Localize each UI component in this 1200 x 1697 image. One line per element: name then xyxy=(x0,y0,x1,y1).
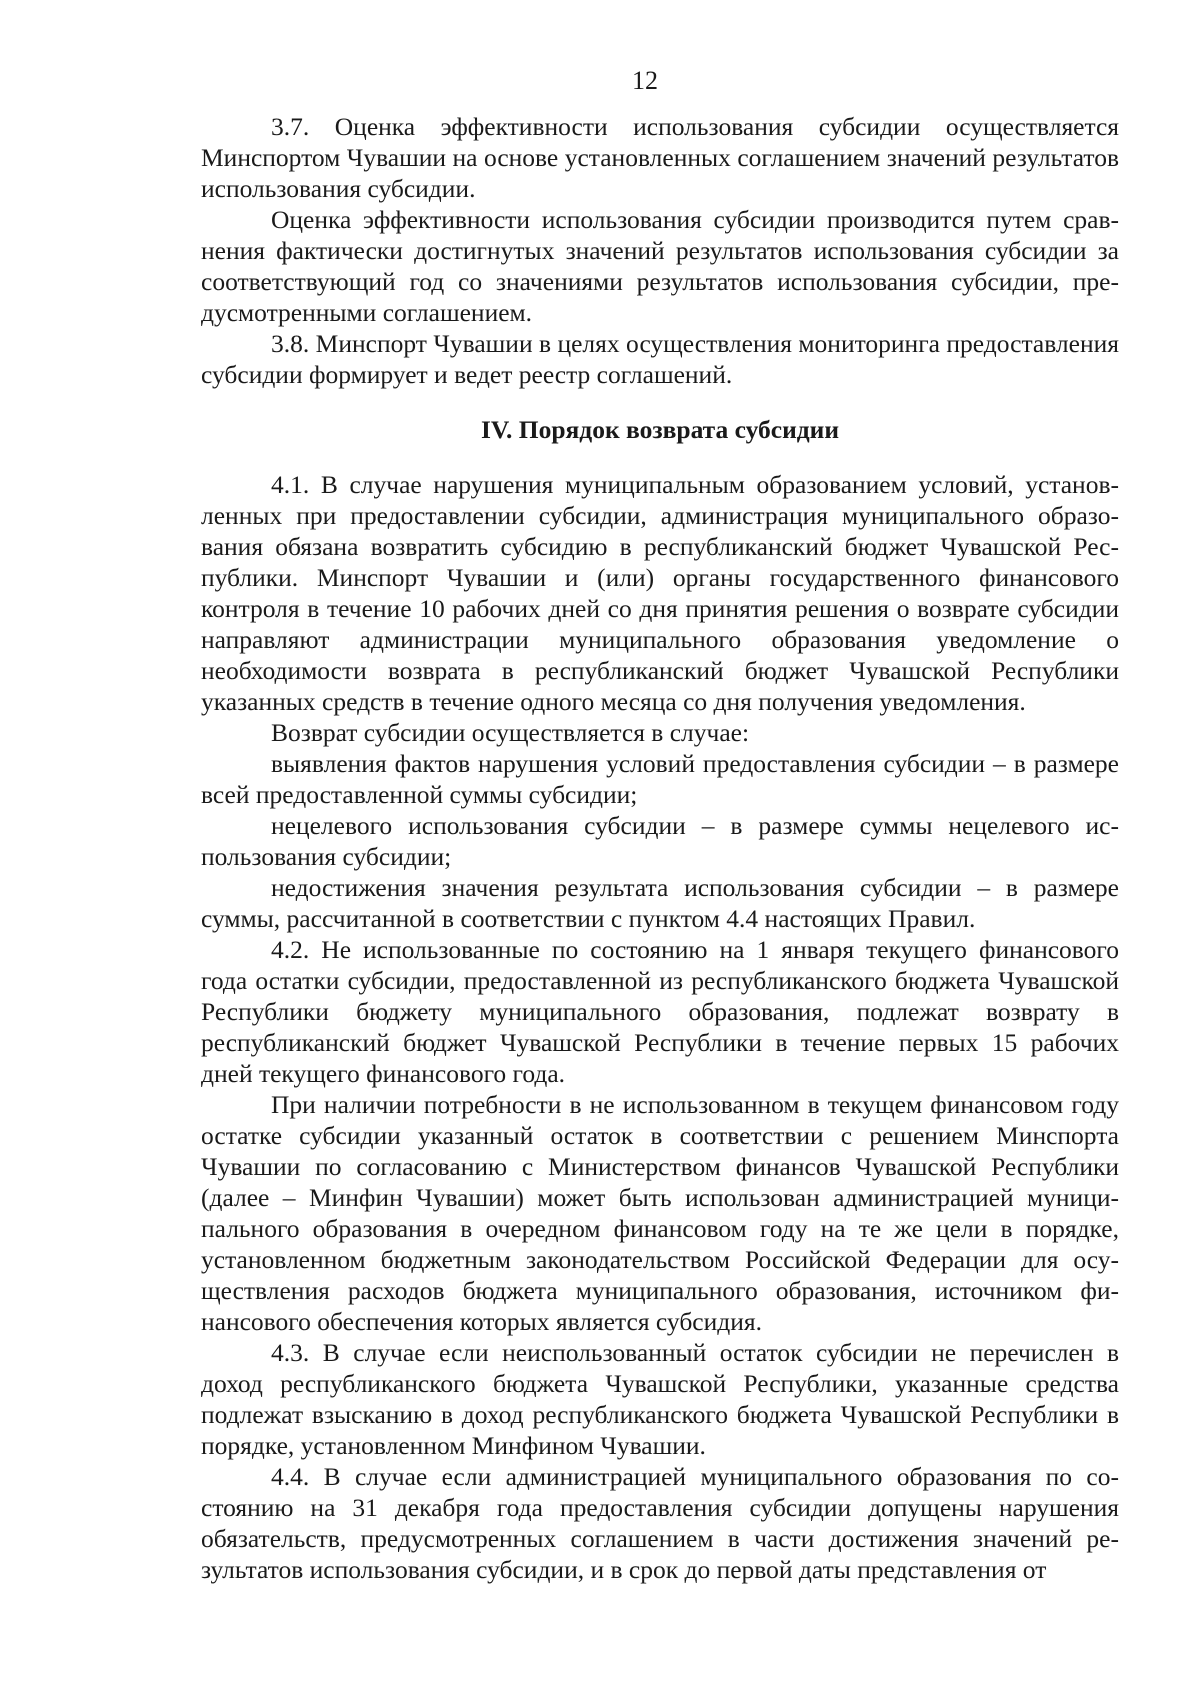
paragraph-4-1: 4.1. В случае нарушения муниципальным образованием условий, установленных при предоставлении субсидии, администрация муниципального образования обязана возвратить субсидию в республиканский бюджет Чувашской Республики. Минспорт Чувашии и (или) органы государственного финансового контроля в течение 10 рабочих дней со дня принятия решения о возврате субсидии направляют администрации муниципального образования уведомление о необходимости возврата в республиканский бюджет Чувашской Республики указанных средств в течение одного месяца со дня получения уведомления. xyxy=(201,470,1119,716)
paragraph-case-violation: выявления фактов нарушения условий предоставления субсидии – в размере всей предоставленной суммы субсидии; xyxy=(201,749,1119,809)
paragraph-3-7: 3.7. Оценка эффективности использования субсидии осуществляется Минспортом Чувашии на основе установленных соглашением значений результатов использования субсидии. xyxy=(201,112,1119,203)
section-heading: IV. Порядок возврата субсидии xyxy=(480,415,840,444)
paragraph-4-2: 4.2. Не использованные по состоянию на 1 января текущего финансового года остатки субсидии, предоставленной из республиканского бюджета Чувашской Республики бюджету муниципального образования, подлежат возврату в республиканский бюджет Чувашской Республики в течение первых 15 рабочих дней текущего финансового года. xyxy=(201,935,1119,1088)
paragraph-4-3: 4.3. В случае если неиспользованный остаток субсидии не перечислен в доход республиканского бюджета Чувашской Республики, указанные средства подлежат взысканию в доход республиканского бюджета Чувашской Республики в порядке, установленном Минфином Чувашии. xyxy=(201,1338,1119,1460)
document-body xyxy=(201,111,1119,1585)
paragraph-case-misuse: нецелевого использования субсидии – в размере суммы нецелевого использования субсидии; xyxy=(201,811,1119,871)
paragraph-3-8: 3.8. Минспорт Чувашии в целях осуществления мониторинга предоставления субсидии формирует и ведет реестр соглашений. xyxy=(201,329,1119,389)
page-number: 12 xyxy=(632,66,658,95)
paragraph-3-7-evaluation: Оценка эффективности использования субсидии производится путем сравнения фактически достигнутых значений результатов использования субсидии за соответствующий год со значениями результатов использования субсидии, предусмотренными соглашением. xyxy=(201,205,1119,327)
paragraph-4-2-remainder: При наличии потребности в не использованном в текущем финансовом году остатке субсидии указанный остаток в соответствии с решением Минспорта Чувашии по согласованию с Министерством финансов Чувашской Республики (далее – Минфин Чувашии) может быть использован администрацией муниципального образования в очередном финансовом году на те же цели в порядке, установленном бюджетным законодательством Российской Федерации для осуществления расходов бюджета муниципального образования, источником финансового обеспечения которых является субсидия. xyxy=(201,1090,1119,1336)
paragraph-case-underachievement: недостижения значения результата использования субсидии – в размере суммы, рассчитанной в соответствии с пунктом 4.4 настоящих Правил. xyxy=(201,873,1119,933)
paragraph-4-4: 4.4. В случае если администрацией муниципального образования по состоянию на 31 декабря года предоставления субсидии допущены нарушения обязательств, предусмотренных соглашением в части достижения значений результатов использования субсидии, и в срок до первой даты представления от xyxy=(201,1462,1119,1584)
paragraph-return-cases: Возврат субсидии осуществляется в случае: xyxy=(271,718,750,747)
